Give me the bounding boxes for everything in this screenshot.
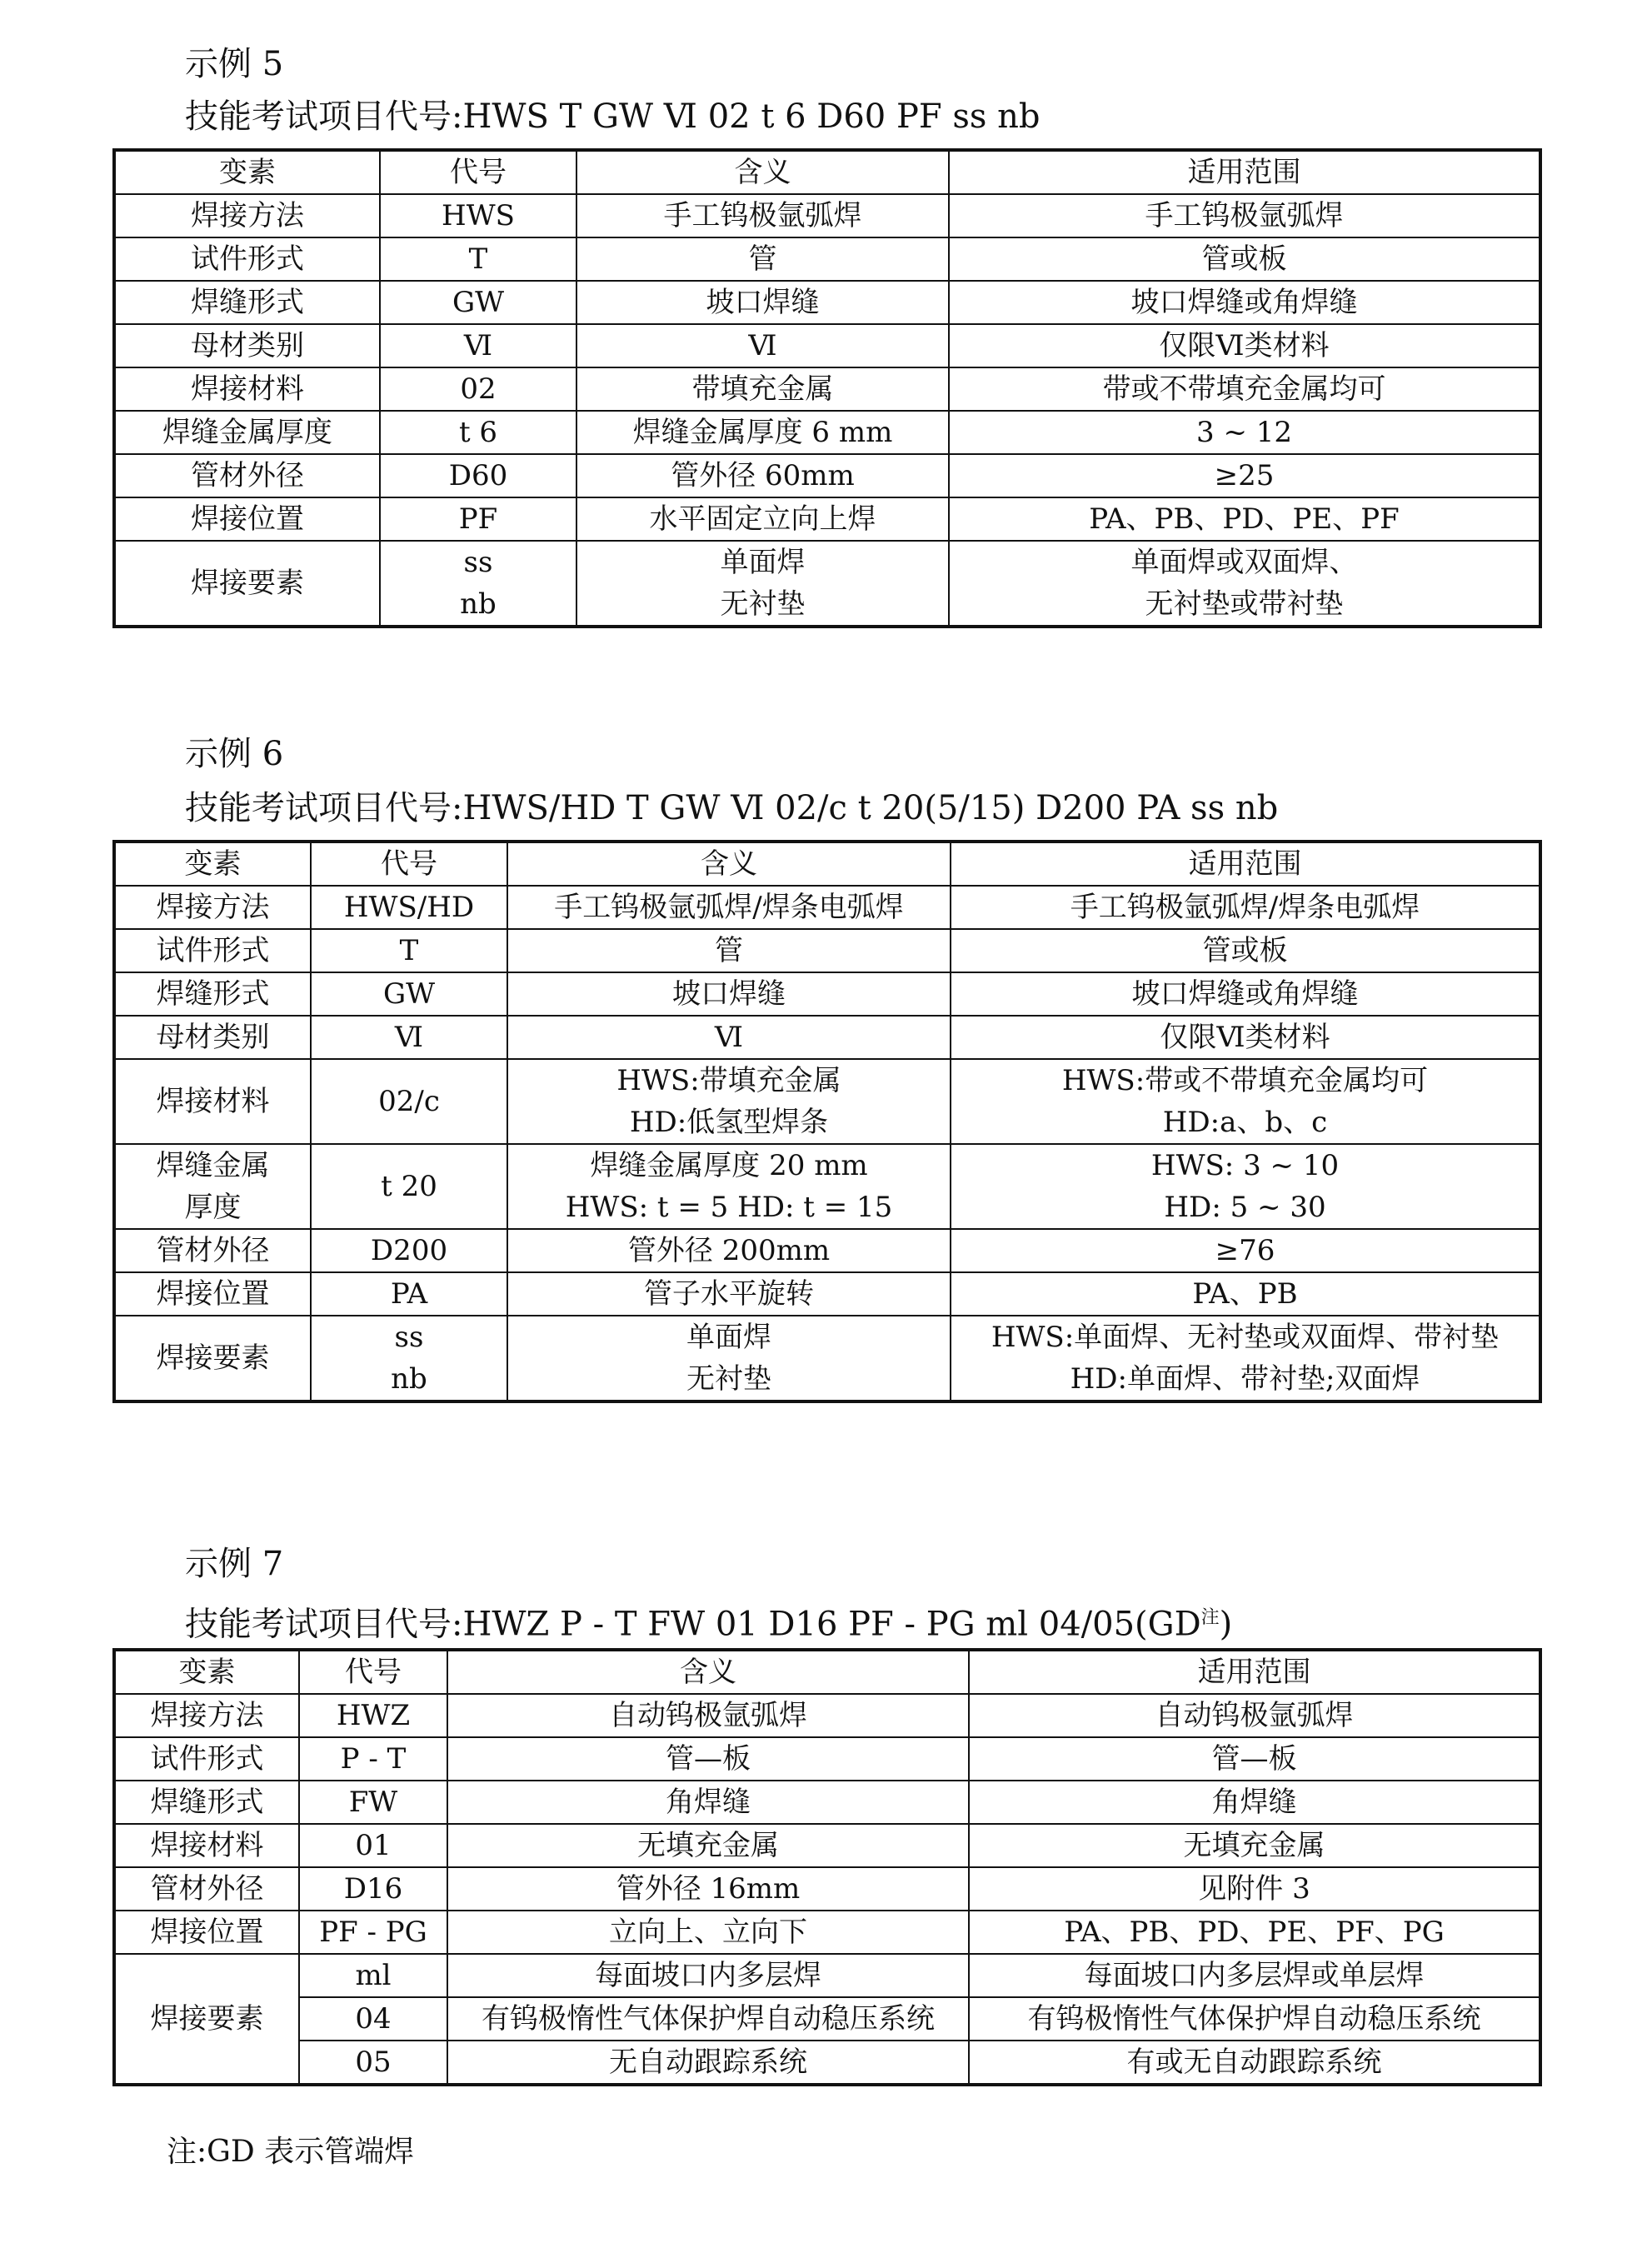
table-row	[114, 1694, 1540, 1737]
header-cell: 代号	[311, 842, 507, 886]
code-cell: t 20	[311, 1144, 507, 1229]
example-6-table	[112, 840, 1542, 1403]
scope-cell: 3 ~ 12	[949, 411, 1540, 454]
factor-cell: 试件形式	[114, 929, 311, 972]
table-row	[114, 454, 1540, 497]
header-cell: 代号	[380, 150, 576, 194]
table-row	[114, 1316, 1540, 1401]
meaning-cell: 管	[507, 929, 951, 972]
table-row	[114, 2041, 1540, 2085]
meaning-cell: 有钨极惰性气体保护焊自动稳压系统	[447, 1997, 969, 2041]
header-cell: 适用范围	[951, 842, 1540, 886]
table-row	[114, 1781, 1540, 1824]
scope-cell: 有钨极惰性气体保护焊自动稳压系统	[969, 1997, 1540, 2041]
factor-cell: 管材外径	[114, 454, 380, 497]
header-cell: 含义	[507, 842, 951, 886]
table-row	[114, 1272, 1540, 1316]
meaning-cell: 手工钨极氩弧焊/焊条电弧焊	[507, 886, 951, 929]
table-row	[114, 367, 1540, 411]
scope-cell: PA、PB、PD、PE、PF	[949, 497, 1540, 541]
scope-cell: HWS:单面焊、无衬垫或双面焊、带衬垫 HD:单面焊、带衬垫;双面焊	[951, 1316, 1540, 1401]
factor-cell: 焊接材料	[114, 367, 380, 411]
scope-cell: 仅限Ⅵ类材料	[951, 1016, 1540, 1059]
scope-cell: 仅限Ⅵ类材料	[949, 324, 1540, 367]
factor-cell: 焊接要素	[114, 541, 380, 627]
table-row	[114, 541, 1540, 627]
table-row	[114, 1954, 1540, 1997]
table-row	[114, 237, 1540, 281]
meaning-cell: 带填充金属	[576, 367, 949, 411]
meaning-cell: 管外径 60mm	[576, 454, 949, 497]
meaning-cell: 手工钨极氩弧焊	[576, 194, 949, 237]
factor-cell: 焊接方法	[114, 194, 380, 237]
code-cell: D200	[311, 1229, 507, 1272]
scope-cell: 坡口焊缝或角焊缝	[951, 972, 1540, 1016]
code-cell: HWS	[380, 194, 576, 237]
example-5-title: 示例 5	[185, 45, 284, 83]
factor-cell: 焊接位置	[114, 497, 380, 541]
code-cell: 04	[299, 1997, 447, 2041]
scope-cell: HWS: 3 ~ 10 HD: 5 ~ 30	[951, 1144, 1540, 1229]
table-row	[114, 1824, 1540, 1867]
code-cell: PF - PG	[299, 1911, 447, 1954]
code-cell: GW	[311, 972, 507, 1016]
header-cell: 变素	[114, 842, 311, 886]
example-7-code-line	[185, 1597, 1232, 1645]
meaning-cell: HWS:带填充金属 HD:低氢型焊条	[507, 1059, 951, 1144]
header-cell: 代号	[299, 1650, 447, 1694]
code-cell: 05	[299, 2041, 447, 2085]
header-row	[114, 150, 1540, 194]
table-row	[114, 1867, 1540, 1911]
factor-cell: 试件形式	[114, 1737, 299, 1781]
factor-cell: 焊缝形式	[114, 1781, 299, 1824]
meaning-cell: 无填充金属	[447, 1824, 969, 1867]
code-cell: PF	[380, 497, 576, 541]
table-row	[114, 972, 1540, 1016]
example-7-table	[112, 1648, 1542, 2086]
factor-cell: 焊接材料	[114, 1059, 311, 1144]
footnote: 注:GD 表示管端焊	[167, 2135, 415, 2169]
scope-cell: 手工钨极氩弧焊	[949, 194, 1540, 237]
table-row	[114, 1144, 1540, 1229]
header-row	[114, 1650, 1540, 1694]
meaning-cell: 坡口焊缝	[576, 281, 949, 324]
code-cell: Ⅵ	[380, 324, 576, 367]
scope-cell: PA、PB、PD、PE、PF、PG	[969, 1911, 1540, 1954]
code-cell: D16	[299, 1867, 447, 1911]
factor-cell: 焊接位置	[114, 1272, 311, 1316]
meaning-cell: 立向上、立向下	[447, 1911, 969, 1954]
factor-cell: 焊接方法	[114, 1694, 299, 1737]
scope-cell: ≥76	[951, 1229, 1540, 1272]
code-cell: 02/c	[311, 1059, 507, 1144]
header-cell: 变素	[114, 1650, 299, 1694]
meaning-cell: 水平固定立向上焊	[576, 497, 949, 541]
meaning-cell: 管外径 200mm	[507, 1229, 951, 1272]
example-5-table	[112, 148, 1542, 628]
scope-cell: 每面坡口内多层焊或单层焊	[969, 1954, 1540, 1997]
code-cell: 01	[299, 1824, 447, 1867]
scope-cell: PA、PB	[951, 1272, 1540, 1316]
meaning-cell: 管子水平旋转	[507, 1272, 951, 1316]
scope-cell: 单面焊或双面焊、 无衬垫或带衬垫	[949, 541, 1540, 627]
table-row	[114, 411, 1540, 454]
table-row	[114, 194, 1540, 237]
meaning-cell: 单面焊 无衬垫	[576, 541, 949, 627]
header-cell: 含义	[447, 1650, 969, 1694]
meaning-cell: Ⅵ	[576, 324, 949, 367]
example-7-title: 示例 7	[185, 1545, 284, 1583]
meaning-cell: 管外径 16mm	[447, 1867, 969, 1911]
factor-cell: 焊接方法	[114, 886, 311, 929]
factor-cell: 焊接位置	[114, 1911, 299, 1954]
example-7-code-text: 技能考试项目代号:HWZ P - T FW 01 D16 PF - PG ml 04/05(GD	[185, 1605, 1201, 1644]
code-cell: HWS/HD	[311, 886, 507, 929]
code-cell: PA	[311, 1272, 507, 1316]
code-cell: FW	[299, 1781, 447, 1824]
table-row	[114, 1911, 1540, 1954]
code-cell: ml	[299, 1954, 447, 1997]
table-row	[114, 1229, 1540, 1272]
meaning-cell: 每面坡口内多层焊	[447, 1954, 969, 1997]
header-row	[114, 842, 1540, 886]
example-7-code-end: )	[1219, 1605, 1233, 1644]
meaning-cell: 无自动跟踪系统	[447, 2041, 969, 2085]
code-cell: 02	[380, 367, 576, 411]
scope-cell: 管或板	[951, 929, 1540, 972]
meaning-cell: 坡口焊缝	[507, 972, 951, 1016]
code-cell: ss nb	[311, 1316, 507, 1401]
meaning-cell: 角焊缝	[447, 1781, 969, 1824]
table-row	[114, 281, 1540, 324]
code-cell: ss nb	[380, 541, 576, 627]
scope-cell: 角焊缝	[969, 1781, 1540, 1824]
header-cell: 变素	[114, 150, 380, 194]
factor-cell: 焊缝金属厚度	[114, 411, 380, 454]
note-mark: 注	[1200, 1607, 1220, 1628]
scope-cell: ≥25	[949, 454, 1540, 497]
header-cell: 适用范围	[949, 150, 1540, 194]
meaning-cell: 焊缝金属厚度 20 mm HWS: t = 5 HD: t = 15	[507, 1144, 951, 1229]
meaning-cell: Ⅵ	[507, 1016, 951, 1059]
meaning-cell: 管—板	[447, 1737, 969, 1781]
meaning-cell: 自动钨极氩弧焊	[447, 1694, 969, 1737]
scope-cell: 带或不带填充金属均可	[949, 367, 1540, 411]
code-cell: P - T	[299, 1737, 447, 1781]
table-row	[114, 1997, 1540, 2041]
table-row	[114, 886, 1540, 929]
scope-cell: 有或无自动跟踪系统	[969, 2041, 1540, 2085]
code-cell: D60	[380, 454, 576, 497]
scope-cell: 无填充金属	[969, 1824, 1540, 1867]
example-6-title: 示例 6	[185, 735, 284, 773]
factor-cell: 母材类别	[114, 1016, 311, 1059]
factor-cell: 焊缝形式	[114, 281, 380, 324]
factor-cell: 焊缝形式	[114, 972, 311, 1016]
code-cell: T	[380, 237, 576, 281]
meaning-cell: 管	[576, 237, 949, 281]
factor-cell: 管材外径	[114, 1229, 311, 1272]
code-cell: GW	[380, 281, 576, 324]
code-cell: T	[311, 929, 507, 972]
code-cell: t 6	[380, 411, 576, 454]
scope-cell: 见附件 3	[969, 1867, 1540, 1911]
factor-cell: 焊接要素	[114, 1954, 299, 2085]
table-row	[114, 324, 1540, 367]
header-cell: 含义	[576, 150, 949, 194]
scope-cell: 管—板	[969, 1737, 1540, 1781]
scope-cell: 手工钨极氩弧焊/焊条电弧焊	[951, 886, 1540, 929]
meaning-cell: 焊缝金属厚度 6 mm	[576, 411, 949, 454]
header-cell: 适用范围	[969, 1650, 1540, 1694]
factor-cell: 焊缝金属 厚度	[114, 1144, 311, 1229]
factor-cell: 焊接要素	[114, 1316, 311, 1401]
meaning-cell: 单面焊 无衬垫	[507, 1316, 951, 1401]
table-row	[114, 497, 1540, 541]
factor-cell: 试件形式	[114, 237, 380, 281]
example-6-code-line: 技能考试项目代号:HWS/HD T GW Ⅵ 02/c t 20(5/15) D200 PA ss nb	[185, 789, 1279, 827]
table-row	[114, 929, 1540, 972]
scope-cell: HWS:带或不带填充金属均可 HD:a、b、c	[951, 1059, 1540, 1144]
scope-cell: 自动钨极氩弧焊	[969, 1694, 1540, 1737]
table-row	[114, 1016, 1540, 1059]
factor-cell: 焊接材料	[114, 1824, 299, 1867]
code-cell: Ⅵ	[311, 1016, 507, 1059]
table-row	[114, 1737, 1540, 1781]
code-cell: HWZ	[299, 1694, 447, 1737]
scope-cell: 坡口焊缝或角焊缝	[949, 281, 1540, 324]
table-row	[114, 1059, 1540, 1144]
scope-cell: 管或板	[949, 237, 1540, 281]
factor-cell: 管材外径	[114, 1867, 299, 1911]
example-5-code-line: 技能考试项目代号:HWS T GW Ⅵ 02 t 6 D60 PF ss nb	[185, 97, 1041, 136]
factor-cell: 母材类别	[114, 324, 380, 367]
